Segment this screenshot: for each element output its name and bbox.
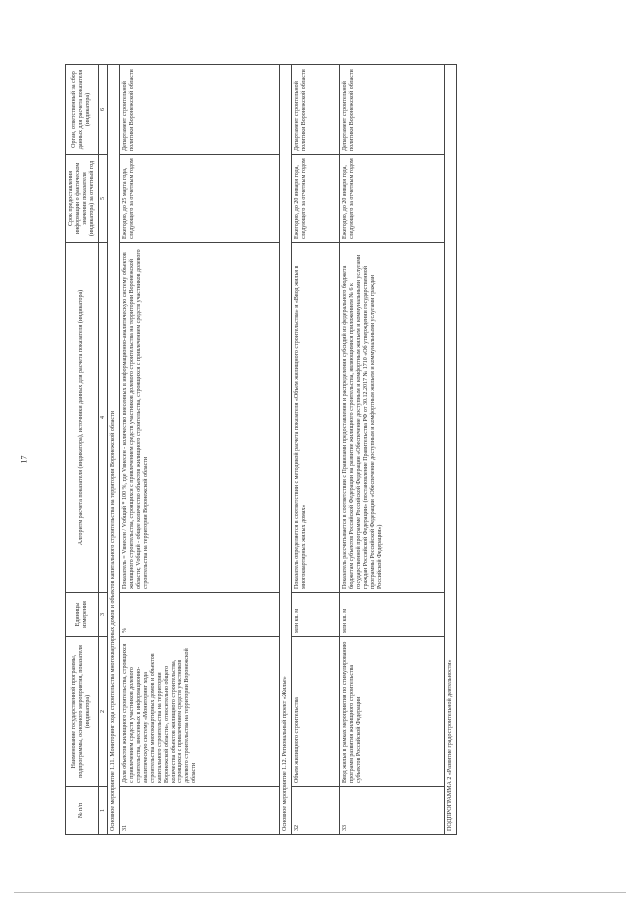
indicator-name: Ввод жилья в рамках мероприятия по стимулированию программ развития жилищного строительства субъектов Российской Федерации [340,637,445,787]
page-number: 17 [19,455,29,464]
col-number: 5 [98,155,108,243]
header-name: Наименование государственной программы, подпрограммы, основного мероприятия, показателя (индикатора) [66,637,99,787]
agency: Департамент строительной политики Воронежской области [340,65,445,155]
indicator-table [65,64,457,835]
header-algorithm: Алгоритм расчета показателя (индикатора), источники данных для расчета показателя (индикатора) [66,243,99,593]
rotated-table-container [65,65,635,835]
deadline: Ежегодно, до 20 января года, следующего за отчетным годом [340,155,445,243]
header-num: № п/п [66,787,99,835]
deadline: Ежегодно, до 25 марта года, следующего за отчетным годом [120,155,280,243]
deadline: Ежегодно, до 20 января года, следующего за отчетным годом [292,155,340,243]
agency: Департамент строительной политики Воронежской области [292,65,340,155]
col-number: 6 [98,65,108,155]
table-row [292,65,340,835]
section-row [108,65,120,835]
header-agency: Орган, ответственный за сбор данных для расчета показателя (индикатора) [66,65,99,155]
col-number: 1 [98,787,108,835]
algorithm: Показатель определяется в соответствии с методикой расчета показателя «Объем жилищного строительства» и «Ввод жилья в многоквартирных жилых домах» [292,243,340,593]
algorithm: Показатель = Vвнесен / Vобщий * 100 %, где Vвнесен - количество внесенных в информационно-аналитическую систему объектов жилищного строительства, строящихся с привлечением средств участников долевого строительства на территории Воронежской области; Vобщий - общее количество объектов жилищного строительства, строящихся с привлечением средств участников долевого строительства на территории Воронежской области [120,243,280,593]
unit: млн кв. м [292,593,340,637]
indicator-name: Доля объектов жилищного строительства, строящихся с привлечением средств участников долевого строительства, внесенных в информационно-аналитическую систему «Мониторинг хода строительства многоквартирных домов и объектов капитального строительства на территории Воронежской области», относительно общего количества объектов жилищного строительства, строящихся с привлечением средств участников долевого строительства на территории Воронежской области [120,637,280,787]
header-unit: Единицы измерения [66,593,99,637]
unit: % [120,593,280,637]
section-row [280,65,292,835]
section-title: Основное мероприятие 1.11. Мониторинг хода строительства многоквартирных домов и объектов капитального строительства на территории Воронежской области [108,65,120,835]
bottom-rule [14,892,626,893]
agency: Департамент строительной политики Воронежской области [120,65,280,155]
table-row [340,65,445,835]
unit: млн кв. м [340,593,445,637]
indicator-name: Объем жилищного строительства [292,637,340,787]
row-number: 33 [340,787,445,835]
section-title: ПОДПРОГРАММА 2 «Развитие градостроительной деятельности» [445,65,457,835]
column-number-row [98,65,108,835]
row-number: 31 [120,787,280,835]
header-deadline: Срок предоставления информации о фактическом значении показателя (индикатора) за отчетный год [66,155,99,243]
col-number: 2 [98,637,108,787]
algorithm: Показатель рассчитывается в соответствии с Правилами предоставления и распределения субсидий из федерального бюджета бюджетам субъектов Российской Федерации на развитие жилищного строительства, являющимися приложением № 6 к государственной программе Российской Федерации «Обеспечение доступным и комфортным жильем и коммунальными услугами граждан Российской Федерации» (постановление Правительства РФ от 30.12.2017 № 1710 «Об утверждении государственной программы Российской Федерации «Обеспечение доступным и комфортным жильем и коммунальными услугами граждан Российской Федерации») [340,243,445,593]
row-number: 32 [292,787,340,835]
section-row [445,65,457,835]
col-number: 4 [98,243,108,593]
table-row [120,65,280,835]
col-number: 3 [98,593,108,637]
header-row [66,65,99,835]
section-title: Основное мероприятие 1.12. Региональный проект «Жилье» [280,65,292,835]
